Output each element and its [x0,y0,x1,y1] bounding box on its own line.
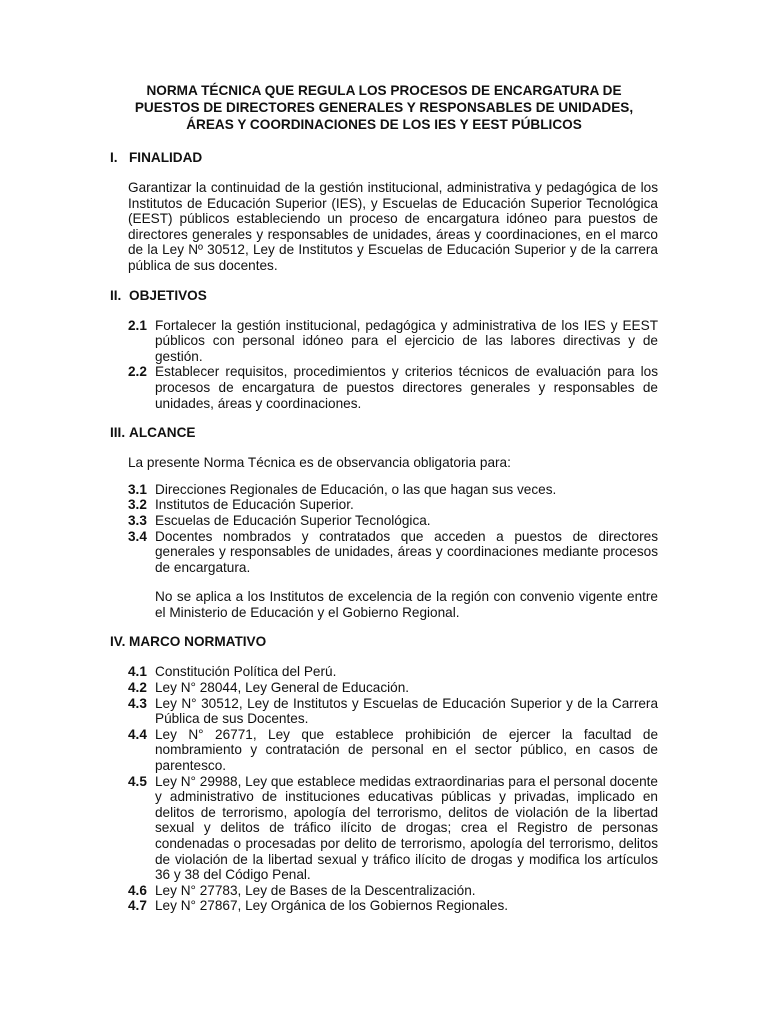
finalidad-paragraph: Garantizar la continuidad de la gestión institucional, administrativa y pedagógica de los Institutos de Educación Superior (IES), y Escuelas de Educación Superior Tecnológica (EEST) públicos estableciendo un proceso de encargatura idóneo para puestos de directores generales y responsables de unidades, áreas y coordinaciones, en el marco de la Ley Nº 30512, Ley de Institutos y Escuelas de Educación Superior y de la carrera pública de sus docentes. [128,180,658,273]
objetivos-list [110,318,658,412]
item-text: Ley N° 29988, Ley que establece medidas extraordinarias para el personal docente y administrativo de instituciones educativas públicas y privadas, implicado en delitos de terrorismo, apología del terrorismo, delitos de violación de la libertad sexual y delitos de tráfico ilícito de drogas; crea el Registro de personas condenadas o procesadas por delito de terrorismo, apología del terrorismo, delitos de violación de la libertad sexual y tráfico ilícito de drogas y modifica los artículos 36 y 38 del Código Penal. [155,773,658,883]
item-number: 3.4 [128,528,147,544]
item-number: 4.7 [128,898,147,914]
item-number: 2.2 [128,364,147,380]
document-title [110,82,658,133]
section-number: IV. [110,634,126,650]
list-item [110,482,658,498]
section-title: OBJETIVOS [129,287,207,303]
list-item [110,898,658,914]
item-text: Establecer requisitos, procedimientos y criterios técnicos de evaluación para los procesos de encargatura de puestos directores generales y responsables de unidades, áreas y coordinaciones. [155,364,658,411]
item-number: 4.1 [128,664,147,680]
section-number: I. [110,150,118,165]
item-number: 4.4 [128,726,147,742]
item-text: Fortalecer la gestión institucional, pedagógica y administrativa de los IES y EEST públicos con personal idóneo para el ejercicio de las labores directivas y de gestión. [155,317,658,364]
section-heading-objetivos [110,288,658,304]
list-item [110,513,658,529]
list-item [110,318,658,365]
section-title: FINALIDAD [129,150,203,165]
marco-normativo-list [110,664,658,914]
item-text: Constitución Política del Perú. [155,664,337,680]
item-number: 4.3 [128,695,147,711]
item-text: Institutos de Educación Superior. [155,497,354,513]
list-item [110,680,658,696]
alcance-note: No se aplica a los Institutos de excelencia de la región con convenio vigente entre el Ministerio de Educación y el Gobierno Regional. [155,589,658,620]
list-item [110,364,658,411]
item-number: 3.1 [128,481,147,497]
item-number: 4.5 [128,773,147,789]
item-text: Ley N° 27783, Ley de Bases de la Descentralización. [155,882,476,898]
item-text: Ley N° 26771, Ley que establece prohibición de ejercer la facultad de nombramiento y contratación de personal en el sector público, en casos de parentesco. [155,726,658,774]
section-heading-finalidad [110,150,658,166]
alcance-intro: La presente Norma Técnica es de observancia obligatoria para: [128,455,511,471]
item-number: 2.1 [128,317,147,333]
title-line: PUESTOS DE DIRECTORES GENERALES Y RESPONSABLES DE UNIDADES, [134,100,634,115]
item-text: Direcciones Regionales de Educación, o las que hagan sus veces. [155,481,557,497]
alcance-list [110,482,658,576]
list-item [110,696,658,727]
section-title: ALCANCE [129,425,196,441]
section-number: III. [110,425,126,441]
item-number: 3.2 [128,497,147,513]
title-line: ÁREAS Y COORDINACIONES DE LOS IES Y EEST PÚBLICOS [186,117,582,132]
item-text: Ley N° 27867, Ley Orgánica de los Gobiernos Regionales. [155,898,509,914]
section-number: II. [110,287,122,303]
item-text: Docentes nombrados y contratados que acceden a puestos de directores generales y responsables de unidades, áreas y coordinaciones mediante procesos de encargatura. [155,528,658,575]
list-item [110,664,658,680]
list-item [110,529,658,576]
item-number: 4.2 [128,680,147,696]
item-text: Ley N° 30512, Ley de Institutos y Escuelas de Educación Superior y de la Carrera Pública de sus Docentes. [155,695,658,727]
item-number: 4.6 [128,882,147,898]
section-heading-marco-normativo [110,634,658,650]
list-item [110,883,658,899]
section-heading-alcance [110,425,658,441]
title-line: NORMA TÉCNICA QUE REGULA LOS PROCESOS DE ENCARGATURA DE [146,83,622,98]
list-item [110,727,658,774]
section-title: MARCO NORMATIVO [129,634,267,650]
item-text: Escuelas de Educación Superior Tecnológica. [155,512,431,528]
item-text: Ley N° 28044, Ley General de Educación. [155,680,410,696]
item-number: 3.3 [128,512,147,528]
list-item [110,497,658,513]
list-item [110,774,658,883]
